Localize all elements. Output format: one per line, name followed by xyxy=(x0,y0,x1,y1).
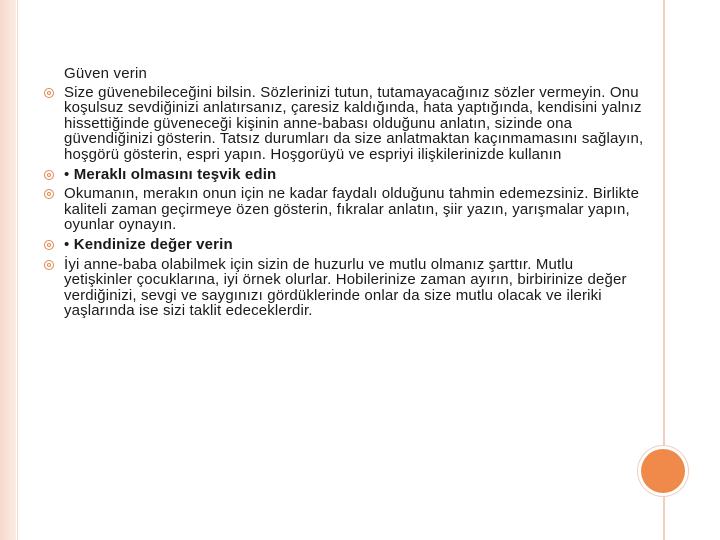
decor-circle xyxy=(641,449,685,493)
bullet-icon xyxy=(44,240,54,250)
bullet-icon xyxy=(44,170,54,180)
bullet-icon xyxy=(44,260,54,270)
item-text: Meraklı olmasını teşvik edin xyxy=(73,165,277,183)
item-text: Size güvenebileceğini bilsin. Sözlerinizi tutun, tutamayacağınız sözler vermeyin. Onu koşulsuz sevdiğinizi anlatırsanız, çaresiz kaldığında, hata yaptığında, kendisini yalnız hissettiğinde güveneceği kişinin anne-babası olduğunu anlatın, sizinde ona güvendiğinizi gösterin. Tatsız durumları da size anlatmaktan kaçınmamasını sağlayın, hoşgörü gösterin, espri yapın. Hoşgorüyü ve espriyi ilişkilerinizde kullanın xyxy=(64,83,644,163)
slide-content xyxy=(44,66,644,323)
list-item xyxy=(44,186,644,233)
item-text: Kendinize değer verin xyxy=(73,235,233,253)
left-decor-band xyxy=(0,0,16,540)
bullet-icon xyxy=(44,88,54,98)
list-item xyxy=(44,85,644,163)
list-item xyxy=(44,257,644,319)
item-text: İyi anne-baba olabilmek için sizin de huzurlu ve mutlu olmanız şarttır. Mutlu yetişkinler çocuklarına, iyi örnek olurlar. Hobilerinize zaman ayırın, birbirinize değer verdiğinizi, sevgi ve saygınızı gördüklerinde onlar da size mutlu olacak ve ileriki yaşlarında ise sizi taklit edeceklerdir. xyxy=(64,255,627,320)
bullet-icon xyxy=(44,189,54,199)
list-item xyxy=(44,237,644,253)
left-decor-rule xyxy=(17,0,18,540)
item-prefix: • xyxy=(64,235,74,253)
item-text: Okumanın, merakın onun için ne kadar faydalı olduğunu tahmin edemezsiniz. Birlikte kaliteli zaman geçirmeye özen gösterin, fıkralar anlatın, şiir yazın, yarışmalar yapın, oyunlar oynayın. xyxy=(64,185,640,234)
list-item xyxy=(44,167,644,183)
slide-heading: Güven verin xyxy=(64,65,148,82)
bullet-list xyxy=(44,85,644,319)
item-prefix: • xyxy=(64,165,74,183)
